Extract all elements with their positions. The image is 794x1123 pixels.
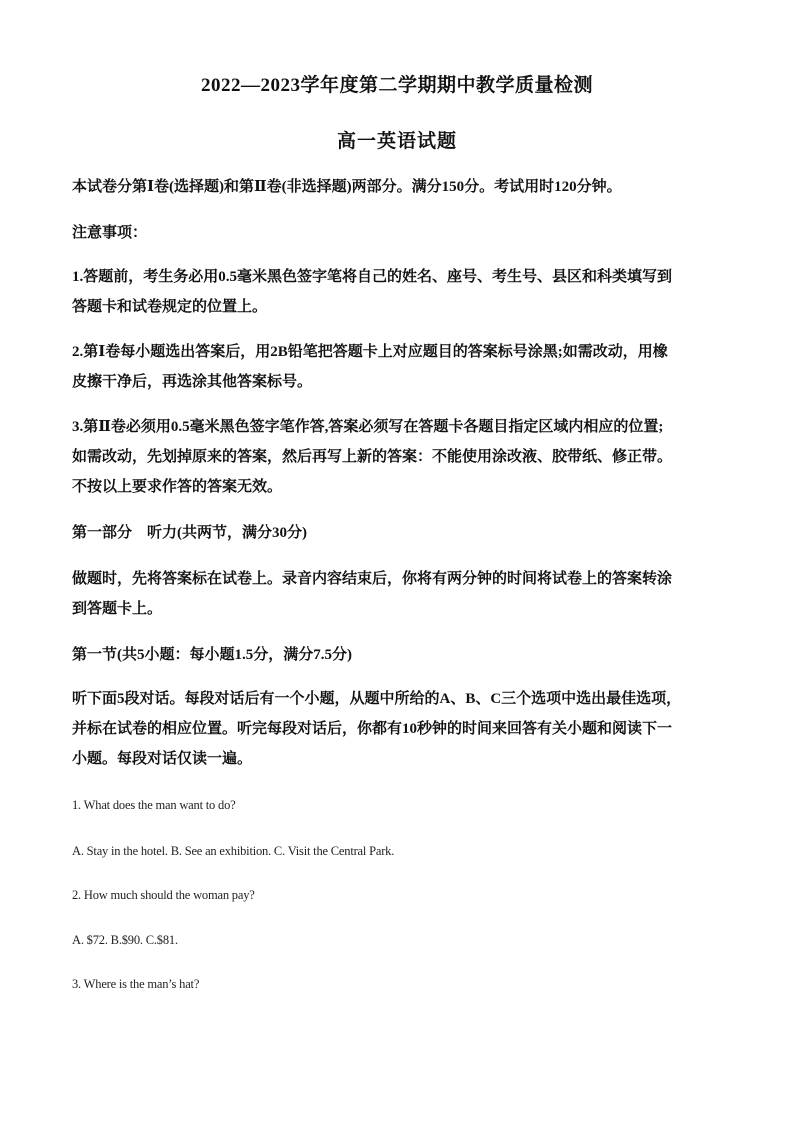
section1-instruction-line-1: 听下面5段对话。每段对话后有一个小题，从题中所给的A、B、C三个选项中选出最佳选项， [72, 691, 682, 707]
part1-instruction-line-2: 到答题卡上。 [72, 601, 163, 617]
notice-item-3-line-1: 3.第Ⅱ卷必须用0.5毫米黑色签字笔作答,答案必须写在答题卡各题目指定区域内相应的位置; [72, 419, 664, 435]
part1-heading-text: 第一部分 听力(共两节，满分30分) [72, 525, 307, 541]
question-2-options: A. $72. B.$90. C.$81. [72, 933, 178, 947]
question-1-stem: 1. What does the man want to do? [72, 798, 236, 812]
notice-item-2 [72, 337, 724, 397]
notice-item-3-line-3: 不按以上要求作答的答案无效。 [72, 479, 283, 495]
notice-heading [72, 218, 724, 248]
section1-instruction-line-2: 并标在试卷的相应位置。听完每段对话后，你都有10秒钟的时间来回答有关小题和阅读下一 [72, 721, 673, 737]
notice-item-2-line-2: 皮擦干净后，再选涂其他答案标号。 [72, 374, 313, 390]
notice-item-1-line-1: 1.答题前，考生务必用0.5毫米黑色签字笔将自己的姓名、座号、考生号、县区和科类填写到 [72, 269, 673, 285]
part1-instruction [72, 564, 724, 624]
notice-item-1-line-2: 答题卡和试卷规定的位置上。 [72, 299, 268, 315]
question-3-stem: 3. Where is the man’s hat? [72, 977, 200, 991]
exam-title: 2022—2023学年度第二学期期中教学质量检测 [200, 75, 593, 96]
notice-item-2-line-1: 2.第Ⅰ卷每小题选出答案后，用2B铅笔把答题卡上对应题目的答案标号涂黑;如需改动，用橡 [72, 344, 668, 360]
question-1-options: A. Stay in the hotel. B. See an exhibition. C. Visit the Central Park. [72, 844, 395, 858]
notice-item-3-line-2: 如需改动，先划掉原来的答案，然后再写上新的答案：不能使用涂改液、胶带纸、修正带。 [72, 449, 673, 465]
notice-item-3 [72, 412, 724, 502]
section1-heading-text: 第一节(共5小题：每小题1.5分，满分7.5分) [72, 647, 352, 663]
question-2-stem: 2. How much should the woman pay? [72, 888, 255, 902]
section1-heading [72, 640, 724, 670]
part1-heading [72, 518, 724, 548]
section1-instruction-line-3: 小题。每段对话仅读一遍。 [72, 751, 253, 767]
intro-text [72, 172, 724, 202]
section1-instruction [72, 684, 724, 774]
notice-item-1 [72, 262, 724, 322]
exam-subtitle: 高一英语试题 [336, 131, 457, 152]
intro-line: 本试卷分第Ⅰ卷(选择题)和第Ⅱ卷(非选择题)两部分。满分150分。考试用时120分钟。 [72, 179, 622, 195]
part1-instruction-line-1: 做题时，先将答案标在试卷上。录音内容结束后，你将有两分钟的时间将试卷上的答案转涂 [72, 571, 673, 587]
notice-heading-text: 注意事项： [72, 225, 148, 241]
